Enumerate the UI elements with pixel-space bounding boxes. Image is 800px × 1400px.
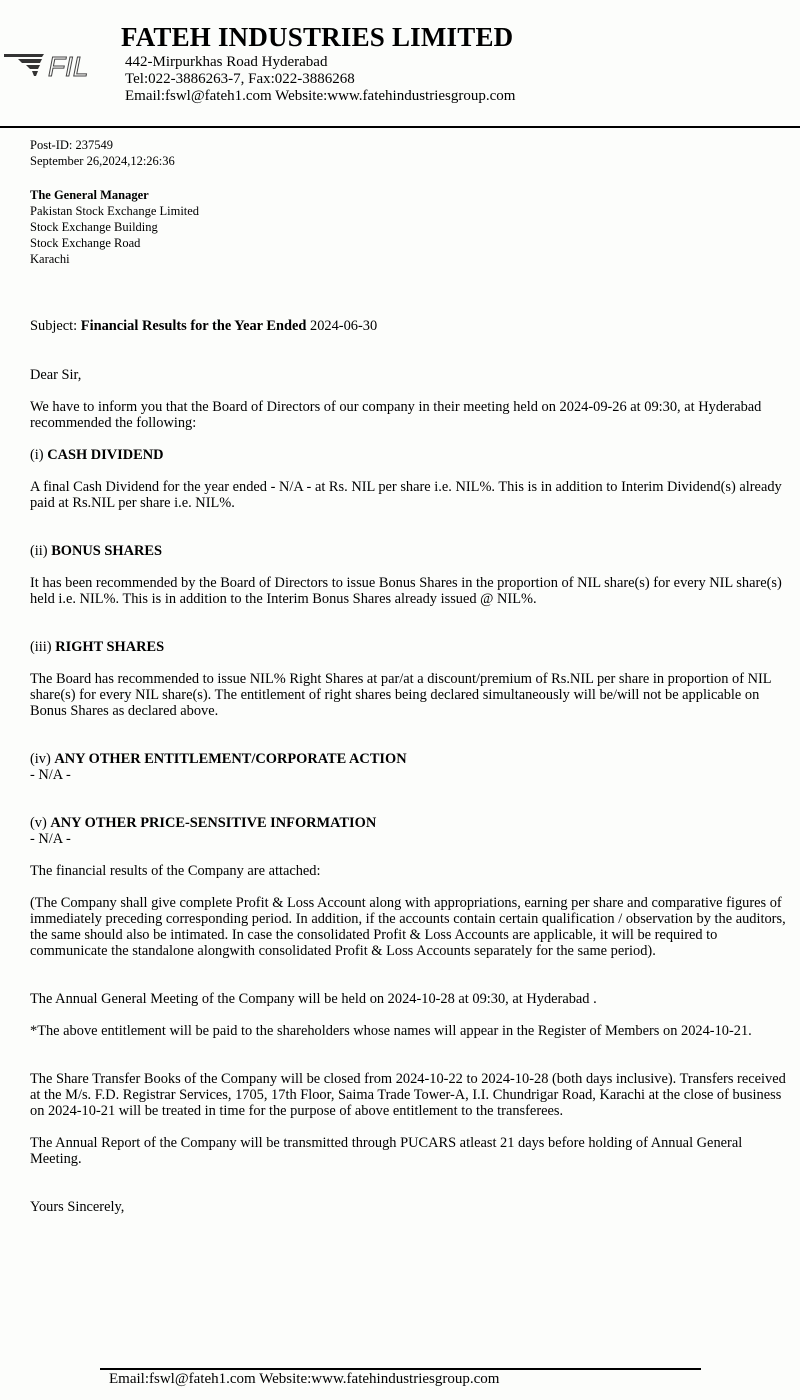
post-id: Post-ID: 237549: [30, 138, 113, 152]
intro-paragraph: We have to inform you that the Board of Directors of our company in their meeting held on 2024-09-26 at 09:30, at Hyderabad recommended the following:: [30, 399, 762, 431]
paragraph: The financial results of the Company are attached:: [30, 863, 321, 879]
company-address: 442-Mirpurkhas Road Hyderabad: [125, 54, 328, 70]
paragraph: *The above entitlement will be paid to the shareholders whose names will appear in the Register of Members on 2024-10-21.: [30, 1023, 752, 1039]
section-heading: (ii) BONUS SHARES: [30, 543, 162, 559]
recipient-line: Stock Exchange Building: [30, 220, 158, 234]
recipient-line: Stock Exchange Road: [30, 236, 141, 250]
closing: Yours Sincerely,: [30, 1199, 125, 1215]
section-body: A final Cash Dividend for the year ended - N/A - at Rs. NIL per share i.e. NIL%. This is in addition to Interim Dividend(s) already paid at Rs.NIL per share i.e. NIL%.: [30, 479, 782, 511]
salutation: Dear Sir,: [30, 367, 82, 383]
section-heading: (i) CASH DIVIDEND: [30, 447, 164, 463]
recipient-line: Karachi: [30, 252, 70, 266]
company-name: FATEH INDUSTRIES LIMITED: [121, 22, 514, 52]
company-logo: [4, 48, 104, 82]
section-heading: (iii) RIGHT SHARES: [30, 639, 165, 655]
footer-divider: [100, 1368, 701, 1370]
header-divider: [0, 126, 800, 128]
company-phone: Tel:022-3886263-7, Fax:022-3886268: [125, 71, 355, 87]
footer-contact: Email:fswl@fateh1.com Website:www.fatehindustriesgroup.com: [109, 1371, 500, 1387]
paragraph: The Annual Report of the Company will be transmitted through PUCARS atleast 21 days before holding of Annual General Meeting.: [30, 1135, 743, 1167]
post-date: September 26,2024,12:26:36: [30, 154, 175, 168]
paragraph: (The Company shall give complete Profit & Loss Account along with appropriations, earning per share and comparative figures of immediately preceding corresponding period. In addition, if the accounts contain certain qualification / observation by the auditors, the same should also be intimated. In case the consolidated Profit & Loss Accounts are applicable, it will be required to communicate the standalone alongwith consolidated Profit & Loss Accounts separately for the same period).: [30, 895, 786, 959]
section-body: - N/A -: [30, 767, 71, 783]
subject-line: [30, 318, 796, 334]
recipient-title: The General Manager: [30, 188, 149, 202]
paragraph: The Annual General Meeting of the Company will be held on 2024-10-28 at 09:30, at Hyderabad .: [30, 991, 597, 1007]
subject-date: 2024-06-30: [310, 318, 378, 334]
subject-text: Financial Results for the Year Ended: [80, 318, 307, 334]
recipient: [30, 187, 796, 267]
subject-label: Subject:: [30, 318, 78, 334]
section-body: It has been recommended by the Board of Directors to issue Bonus Shares in the proportion of NIL share(s) for every NIL share(s) held i.e. NIL%. This is in addition to the Interim Bonus Shares already issued @ NIL%.: [30, 575, 782, 607]
company-contact: Email:fswl@fateh1.com Website:www.fatehindustriesgroup.com: [125, 88, 516, 104]
logo-text: FIL: [48, 51, 89, 82]
paragraph: The Share Transfer Books of the Company will be closed from 2024-10-22 to 2024-10-28 (both days inclusive). Transfers received at the M/s. F.D. Registrar Services, 1705, 17th Floor, Saima Trade Tower-A, I.I. Chundrigar Road, Karachi at the close of business on 2024-10-21 will be treated in time for the purpose of above entitlement to the transferees.: [30, 1071, 786, 1119]
section-body: The Board has recommended to issue NIL% Right Shares at par/at a discount/premium of Rs.NIL per share in proportion of NIL share(s) for every NIL share(s). The entitlement of right shares being declared simultaneously will be/will not be applicable on Bonus Shares as declared above.: [30, 671, 772, 719]
section-body: - N/A -: [30, 831, 71, 847]
section-heading: (v) ANY OTHER PRICE-SENSITIVE INFORMATION: [30, 815, 377, 831]
recipient-line: Pakistan Stock Exchange Limited: [30, 204, 200, 218]
section-heading: (iv) ANY OTHER ENTITLEMENT/CORPORATE ACTION: [30, 751, 407, 767]
